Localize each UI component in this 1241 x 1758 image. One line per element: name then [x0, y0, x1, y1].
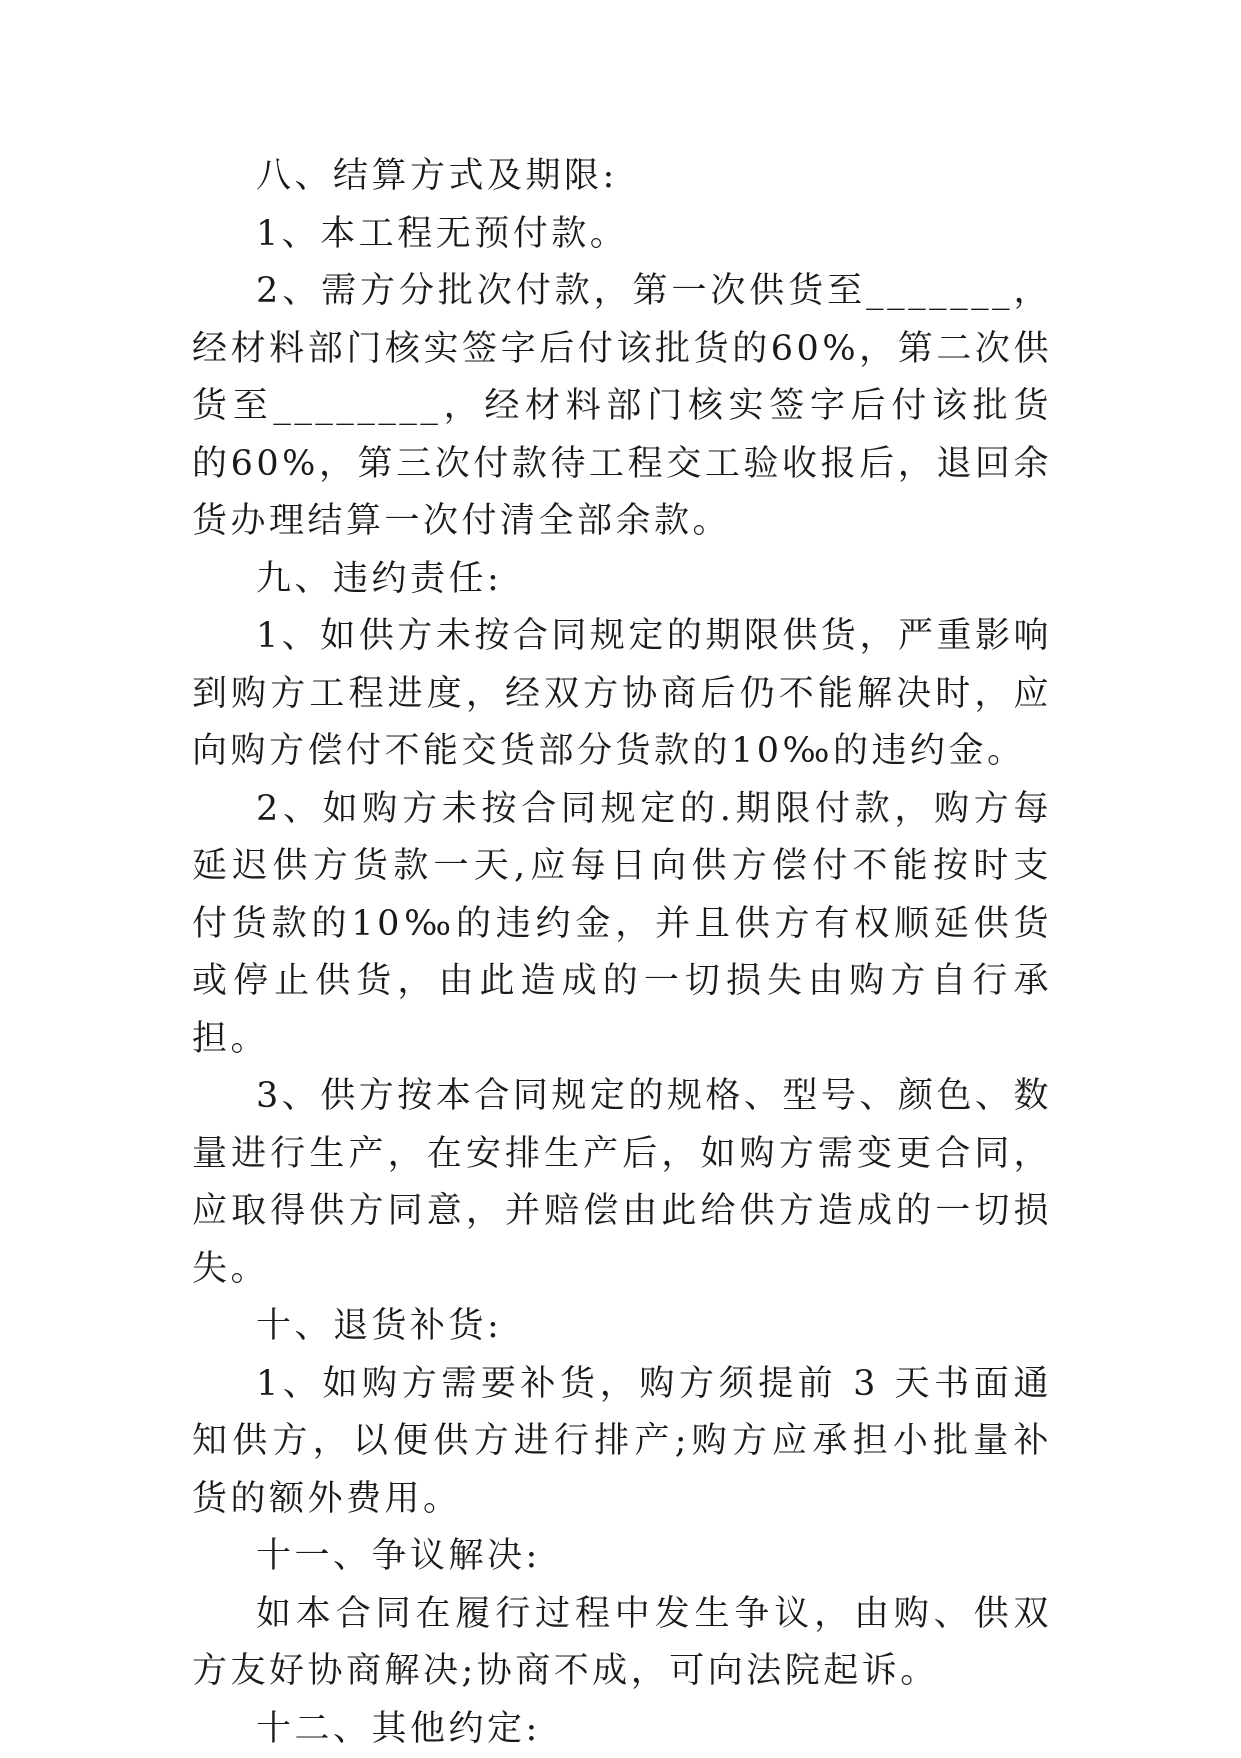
clause-contract-change: 3、供方按本合同规定的规格、型号、颜色、数量进行生产，在安排生产后，如购方需变更合同，应取得供方同意，并赔偿由此给供方造成的一切损失。 — [192, 1068, 1052, 1298]
section-heading-disputes: 十一、争议解决: — [192, 1528, 1052, 1586]
clause-no-prepayment: 1、本工程无预付款。 — [192, 206, 1052, 264]
section-heading-other: 十二、其他约定: — [192, 1701, 1052, 1758]
clause-late-delivery: 1、如供方未按合同规定的期限供货，严重影响到购方工程进度，经双方协商后仍不能解决时，应向购方偿付不能交货部分货款的10‰的违约金。 — [192, 608, 1052, 781]
contract-body — [192, 148, 1052, 1758]
clause-dispute-resolution: 如本合同在履行过程中发生争议，由购、供双方友好协商解决;协商不成，可向法院起诉。 — [192, 1586, 1052, 1701]
clause-installment-payment: 2、需方分批次付款，第一次供货至_______，经材料部门核实签字后付该批货的60%，第二次供货至________，经材料部门核实签字后付该批货的60%，第三次付款待工程交工验收报后，退回余货办理结算一次付清全部余款。 — [192, 263, 1052, 551]
section-heading-returns: 十、退货补货: — [192, 1298, 1052, 1356]
clause-replenishment: 1、如购方需要补货，购方须提前 3 天书面通知供方，以便供方进行排产;购方应承担小批量补货的额外费用。 — [192, 1356, 1052, 1529]
section-heading-settlement: 八、结算方式及期限: — [192, 148, 1052, 206]
clause-late-payment: 2、如购方未按合同规定的.期限付款，购方每延迟供方货款一天,应每日向供方偿付不能按时支付货款的10‰的违约金，并且供方有权顺延供货或停止供货，由此造成的一切损失由购方自行承担。 — [192, 781, 1052, 1069]
section-heading-liability: 九、违约责任: — [192, 551, 1052, 609]
